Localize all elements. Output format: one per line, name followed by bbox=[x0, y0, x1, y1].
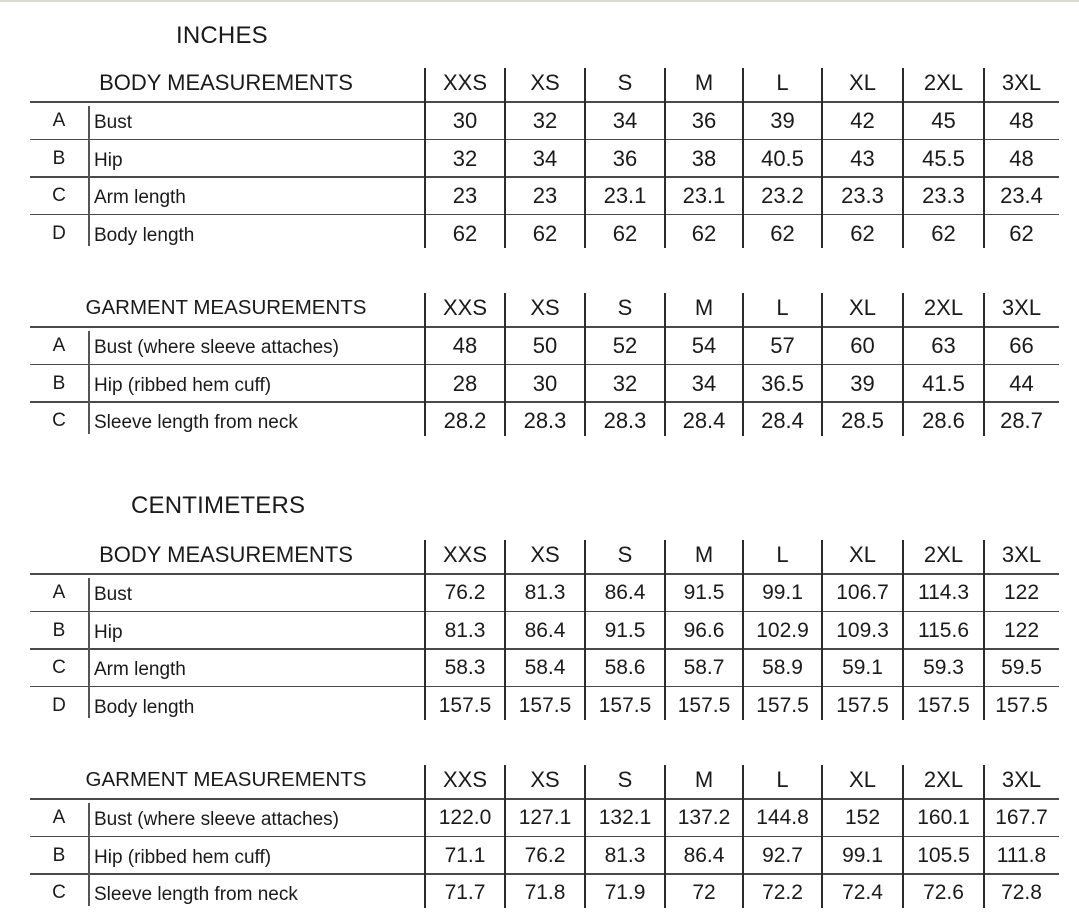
measurement-value: 160.1 bbox=[917, 806, 970, 829]
column-divider bbox=[821, 293, 823, 436]
measurement-value: 62 bbox=[770, 220, 795, 246]
column-divider bbox=[424, 293, 426, 436]
measurement-value: 59.5 bbox=[1001, 656, 1042, 679]
column-divider bbox=[504, 765, 506, 908]
size-header: L bbox=[776, 295, 789, 320]
row-label: Hip (ribbed hem cuff) bbox=[94, 374, 272, 396]
size-header: XL bbox=[849, 767, 876, 792]
row-letter: A bbox=[52, 335, 66, 356]
measurement-value: 122.0 bbox=[438, 806, 492, 829]
column-divider bbox=[424, 68, 426, 248]
size-header: XS bbox=[530, 542, 560, 567]
measurement-value: 62 bbox=[931, 220, 956, 246]
column-divider bbox=[742, 68, 744, 248]
column-divider bbox=[902, 765, 904, 908]
row-letter: C bbox=[52, 657, 66, 678]
measurement-value: 28.5 bbox=[841, 408, 884, 433]
size-header: L bbox=[776, 70, 789, 95]
column-divider bbox=[902, 68, 904, 248]
inches-title: INCHES bbox=[176, 22, 268, 49]
measurement-value: 28.2 bbox=[443, 408, 487, 433]
row-letter: C bbox=[52, 185, 66, 206]
measurement-value: 43 bbox=[850, 145, 875, 171]
size-header: S bbox=[617, 70, 633, 95]
measurement-value: 132.1 bbox=[598, 806, 652, 829]
measurement-value: 59.3 bbox=[923, 656, 964, 679]
column-divider bbox=[821, 765, 823, 908]
measurement-value: 36 bbox=[612, 145, 638, 171]
column-divider bbox=[504, 68, 506, 248]
measurement-value: 71.1 bbox=[444, 843, 486, 867]
measurement-value: 52 bbox=[612, 333, 638, 358]
measurement-value: 23.3 bbox=[922, 183, 965, 208]
measurement-value: 58.7 bbox=[683, 656, 725, 679]
label-divider bbox=[88, 803, 90, 906]
measurement-value: 28.4 bbox=[761, 408, 804, 433]
measurement-value: 45.5 bbox=[922, 145, 965, 171]
column-divider bbox=[983, 68, 985, 248]
measurement-value: 62 bbox=[1009, 220, 1034, 246]
measurement-value: 34 bbox=[691, 370, 717, 396]
measurement-value: 32 bbox=[612, 370, 638, 396]
measurement-value: 91.5 bbox=[604, 618, 646, 642]
measurement-value: 72.2 bbox=[762, 881, 803, 904]
size-header: M bbox=[694, 70, 714, 95]
measurement-value: 48 bbox=[1009, 108, 1034, 133]
row-letter: A bbox=[52, 582, 66, 603]
column-divider bbox=[742, 293, 744, 436]
size-header: S bbox=[617, 542, 633, 567]
section-title: GARMENT MEASUREMENTS bbox=[85, 768, 367, 791]
measurement-value: 115.6 bbox=[918, 618, 969, 642]
column-divider bbox=[664, 540, 666, 720]
size-header: XXS bbox=[442, 767, 488, 792]
row-letter: C bbox=[52, 410, 66, 431]
top-border bbox=[0, 0, 1079, 2]
measurement-value: 127.1 bbox=[518, 806, 572, 829]
size-header: L bbox=[776, 542, 789, 567]
measurement-value: 114.3 bbox=[918, 581, 969, 604]
size-header: S bbox=[617, 767, 633, 792]
row-letter: B bbox=[52, 844, 66, 866]
measurement-value: 157.5 bbox=[995, 693, 1048, 717]
measurement-value: 62 bbox=[612, 220, 638, 246]
measurement-value: 39 bbox=[770, 108, 795, 133]
measurement-value: 38 bbox=[691, 145, 717, 171]
column-divider bbox=[902, 293, 904, 436]
measurement-value: 71.9 bbox=[604, 881, 646, 904]
row-letter: D bbox=[52, 222, 66, 244]
size-header: XXS bbox=[442, 542, 488, 567]
measurement-value: 58.9 bbox=[762, 656, 803, 679]
measurement-value: 36 bbox=[691, 108, 717, 133]
measurement-value: 44 bbox=[1009, 370, 1034, 396]
measurement-value: 91.5 bbox=[683, 581, 725, 604]
measurement-value: 54 bbox=[691, 333, 717, 358]
measurement-value: 58.4 bbox=[524, 656, 566, 679]
size-header: 2XL bbox=[923, 542, 964, 567]
column-divider bbox=[742, 540, 744, 720]
column-divider bbox=[983, 765, 985, 908]
row-label: Bust (where sleeve attaches) bbox=[94, 809, 340, 830]
row-label: Bust (where sleeve attaches) bbox=[94, 337, 340, 358]
measurement-value: 81.3 bbox=[524, 581, 566, 604]
column-divider bbox=[504, 540, 506, 720]
label-divider bbox=[88, 106, 90, 246]
row-label: Sleeve length from neck bbox=[94, 884, 298, 905]
measurement-value: 76.2 bbox=[524, 843, 566, 867]
column-divider bbox=[424, 540, 426, 720]
measurement-value: 71.8 bbox=[524, 881, 566, 904]
row-label: Hip (ribbed hem cuff) bbox=[94, 846, 272, 868]
measurement-value: 62 bbox=[691, 220, 717, 246]
measurement-value: 23.3 bbox=[841, 183, 884, 208]
measurement-value: 23.4 bbox=[1000, 183, 1043, 208]
measurement-value: 23 bbox=[532, 183, 558, 208]
column-divider bbox=[821, 540, 823, 720]
row-letter: B bbox=[52, 372, 66, 394]
row-letter: A bbox=[52, 807, 66, 828]
measurement-value: 32 bbox=[532, 108, 558, 133]
measurement-value: 157.5 bbox=[756, 693, 809, 717]
size-header: 2XL bbox=[923, 295, 964, 320]
column-divider bbox=[424, 765, 426, 908]
size-header: 3XL bbox=[1001, 70, 1042, 95]
measurement-value: 62 bbox=[452, 220, 478, 246]
measurement-value: 96.6 bbox=[683, 618, 725, 642]
measurement-value: 111.8 bbox=[996, 843, 1047, 867]
size-header: XS bbox=[530, 295, 560, 320]
column-divider bbox=[664, 68, 666, 248]
measurement-value: 36.5 bbox=[761, 370, 804, 396]
row-letter: B bbox=[52, 619, 66, 641]
column-divider bbox=[983, 540, 985, 720]
measurement-value: 28.4 bbox=[682, 408, 726, 433]
measurement-value: 109.3 bbox=[836, 618, 889, 642]
size-header: L bbox=[776, 767, 789, 792]
size-header: 2XL bbox=[923, 767, 964, 792]
row-label: Hip bbox=[94, 621, 123, 643]
column-divider bbox=[983, 293, 985, 436]
measurement-value: 99.1 bbox=[842, 843, 883, 867]
measurement-value: 99.1 bbox=[762, 581, 803, 604]
row-label: Arm length bbox=[94, 187, 186, 208]
measurement-value: 42 bbox=[850, 108, 875, 133]
measurement-value: 63 bbox=[931, 333, 956, 358]
column-divider bbox=[902, 540, 904, 720]
measurement-value: 58.3 bbox=[444, 656, 486, 679]
size-header: 3XL bbox=[1001, 767, 1042, 792]
measurement-value: 62 bbox=[850, 220, 875, 246]
centimeters-title: CENTIMETERS bbox=[131, 492, 306, 519]
column-divider bbox=[504, 293, 506, 436]
measurement-value: 28.7 bbox=[1000, 408, 1043, 433]
measurement-value: 72.6 bbox=[923, 881, 964, 904]
label-divider bbox=[88, 331, 90, 434]
size-header: M bbox=[694, 542, 714, 567]
measurement-value: 34 bbox=[612, 108, 638, 133]
column-divider bbox=[584, 540, 586, 720]
measurement-value: 28.3 bbox=[603, 408, 647, 433]
size-header: XL bbox=[849, 70, 876, 95]
measurement-value: 41.5 bbox=[922, 370, 965, 396]
column-divider bbox=[584, 68, 586, 248]
section-title: BODY MEASUREMENTS bbox=[99, 70, 353, 95]
measurement-value: 39 bbox=[850, 370, 875, 396]
measurement-value: 92.7 bbox=[762, 843, 803, 867]
measurement-value: 32 bbox=[452, 145, 478, 171]
measurement-value: 157.5 bbox=[438, 693, 492, 717]
measurement-value: 167.7 bbox=[995, 806, 1048, 829]
column-divider bbox=[584, 765, 586, 908]
measurement-value: 30 bbox=[532, 370, 558, 396]
size-header: S bbox=[617, 295, 633, 320]
size-header: 3XL bbox=[1001, 295, 1042, 320]
row-label: Hip bbox=[94, 149, 123, 171]
measurement-value: 34 bbox=[532, 145, 558, 171]
measurement-value: 157.5 bbox=[836, 693, 889, 717]
measurement-value: 86.4 bbox=[524, 618, 566, 642]
section-title: GARMENT MEASUREMENTS bbox=[85, 296, 367, 319]
measurement-value: 152 bbox=[844, 806, 881, 829]
label-divider bbox=[88, 578, 90, 718]
measurement-value: 23.2 bbox=[761, 183, 804, 208]
measurement-value: 48 bbox=[452, 333, 478, 358]
column-divider bbox=[821, 68, 823, 248]
measurement-value: 23.1 bbox=[682, 183, 726, 208]
size-header: XL bbox=[849, 542, 876, 567]
measurement-value: 45 bbox=[931, 108, 956, 133]
size-header: XS bbox=[530, 767, 560, 792]
measurement-value: 106.7 bbox=[836, 581, 889, 604]
measurement-value: 48 bbox=[1009, 145, 1034, 171]
measurement-value: 86.4 bbox=[683, 843, 725, 867]
measurement-value: 60 bbox=[850, 333, 875, 358]
measurement-value: 62 bbox=[532, 220, 558, 246]
row-letter: B bbox=[52, 147, 66, 169]
measurement-value: 30 bbox=[452, 108, 478, 133]
column-divider bbox=[664, 765, 666, 908]
measurement-value: 23 bbox=[452, 183, 478, 208]
row-label: Body length bbox=[94, 224, 195, 246]
row-label: Bust bbox=[94, 112, 133, 133]
measurement-value: 59.1 bbox=[842, 656, 883, 679]
column-divider bbox=[584, 293, 586, 436]
row-letter: D bbox=[52, 694, 66, 716]
measurement-value: 157.5 bbox=[518, 693, 572, 717]
size-header: XL bbox=[849, 295, 876, 320]
measurement-value: 23.1 bbox=[603, 183, 647, 208]
measurement-value: 81.3 bbox=[444, 618, 486, 642]
measurement-value: 72.4 bbox=[842, 881, 883, 904]
measurement-value: 40.5 bbox=[761, 145, 804, 171]
measurement-value: 81.3 bbox=[604, 843, 646, 867]
measurement-value: 137.2 bbox=[677, 806, 731, 829]
measurement-value: 122 bbox=[1003, 618, 1040, 642]
row-letter: C bbox=[52, 882, 66, 903]
measurement-value: 71.7 bbox=[444, 881, 486, 904]
measurement-value: 144.8 bbox=[756, 806, 809, 829]
measurement-value: 58.6 bbox=[604, 656, 646, 679]
measurement-value: 157.5 bbox=[917, 693, 970, 717]
row-label: Bust bbox=[94, 584, 133, 605]
measurement-value: 102.9 bbox=[756, 618, 809, 642]
row-label: Sleeve length from neck bbox=[94, 412, 298, 433]
measurement-value: 122 bbox=[1003, 581, 1040, 604]
measurement-value: 72 bbox=[692, 881, 716, 904]
column-divider bbox=[742, 765, 744, 908]
measurement-value: 157.5 bbox=[598, 693, 652, 717]
section-title: BODY MEASUREMENTS bbox=[99, 542, 353, 567]
measurement-value: 50 bbox=[532, 333, 558, 358]
size-header: XXS bbox=[442, 70, 488, 95]
measurement-value: 28.6 bbox=[922, 408, 965, 433]
size-header: M bbox=[694, 295, 714, 320]
measurement-value: 57 bbox=[770, 333, 795, 358]
measurement-value: 105.5 bbox=[917, 843, 970, 867]
row-letter: A bbox=[52, 110, 66, 131]
size-header: XS bbox=[530, 70, 560, 95]
measurement-value: 66 bbox=[1009, 333, 1034, 358]
measurement-value: 28.3 bbox=[523, 408, 567, 433]
size-header: XXS bbox=[442, 295, 488, 320]
row-label: Arm length bbox=[94, 659, 186, 680]
size-header: M bbox=[694, 767, 714, 792]
measurement-value: 157.5 bbox=[677, 693, 731, 717]
column-divider bbox=[664, 293, 666, 436]
measurement-value: 86.4 bbox=[604, 581, 646, 604]
measurement-value: 28 bbox=[452, 370, 478, 396]
measurement-value: 72.8 bbox=[1001, 881, 1042, 904]
size-header: 2XL bbox=[923, 70, 964, 95]
size-header: 3XL bbox=[1001, 542, 1042, 567]
row-label: Body length bbox=[94, 696, 195, 718]
measurement-value: 76.2 bbox=[444, 581, 486, 604]
